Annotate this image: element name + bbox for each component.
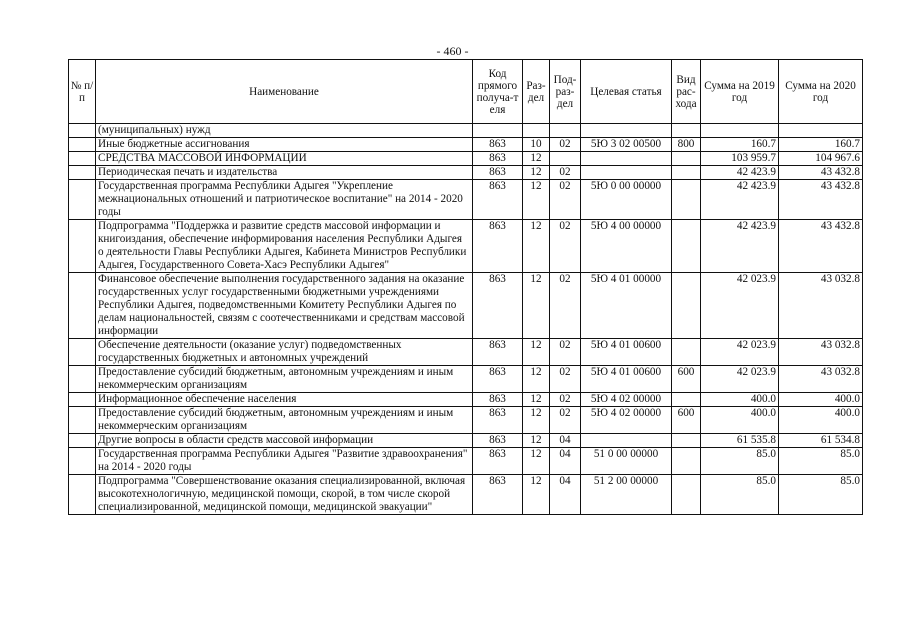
- cell-num: [69, 180, 96, 220]
- cell-subsection: 02: [550, 407, 581, 434]
- cell-subsection: [550, 152, 581, 166]
- header-code: Код прямого получа-т еля: [473, 60, 523, 124]
- cell-name: Государственная программа Республики Адыгея "Укрепление межнациональных отношений и патриотическое воспитание" на 2014 - 2020 годы: [96, 180, 473, 220]
- table-row: [69, 448, 863, 475]
- header-name: Наименование: [96, 60, 473, 124]
- cell-num: [69, 124, 96, 138]
- cell-expense-type: 600: [672, 366, 701, 393]
- table-row: [69, 152, 863, 166]
- cell-expense-type: [672, 180, 701, 220]
- cell-sum-2020: 85.0: [779, 448, 863, 475]
- cell-num: [69, 448, 96, 475]
- cell-sum-2020: 85.0: [779, 475, 863, 515]
- cell-sum-2019: 42 023.9: [701, 339, 779, 366]
- cell-sum-2019: 160.7: [701, 138, 779, 152]
- cell-sum-2020: 43 032.8: [779, 273, 863, 339]
- cell-sum-2019: 42 423.9: [701, 166, 779, 180]
- cell-sum-2020: 400.0: [779, 407, 863, 434]
- cell-name: Предоставление субсидий бюджетным, автономным учреждениям и иным некоммерческим организациям: [96, 366, 473, 393]
- table-row: [69, 393, 863, 407]
- header-target: Целевая статья: [581, 60, 672, 124]
- header-section: Раз-дел: [523, 60, 550, 124]
- cell-section: 12: [523, 475, 550, 515]
- cell-num: [69, 152, 96, 166]
- cell-subsection: 02: [550, 220, 581, 273]
- cell-num: [69, 475, 96, 515]
- cell-sum-2019: 42 423.9: [701, 180, 779, 220]
- cell-subsection: 02: [550, 339, 581, 366]
- cell-subsection: 04: [550, 434, 581, 448]
- cell-expense-type: [672, 434, 701, 448]
- cell-code: 863: [473, 339, 523, 366]
- cell-target: 51 0 00 00000: [581, 448, 672, 475]
- cell-sum-2020: 160.7: [779, 138, 863, 152]
- cell-num: [69, 166, 96, 180]
- cell-subsection: 04: [550, 475, 581, 515]
- cell-sum-2020: 43 432.8: [779, 180, 863, 220]
- cell-subsection: 02: [550, 393, 581, 407]
- cell-name: Другие вопросы в области средств массовой информации: [96, 434, 473, 448]
- table-row: [69, 138, 863, 152]
- table-row: [69, 475, 863, 515]
- cell-expense-type: 800: [672, 138, 701, 152]
- cell-num: [69, 434, 96, 448]
- cell-target: 5Ю 4 01 00000: [581, 273, 672, 339]
- cell-sum-2019: 85.0: [701, 448, 779, 475]
- cell-name: Информационное обеспечение населения: [96, 393, 473, 407]
- cell-sum-2019: 42 423.9: [701, 220, 779, 273]
- cell-expense-type: [672, 152, 701, 166]
- cell-section: 12: [523, 339, 550, 366]
- cell-section: 12: [523, 366, 550, 393]
- table-row: [69, 366, 863, 393]
- cell-code: 863: [473, 475, 523, 515]
- cell-subsection: 02: [550, 138, 581, 152]
- cell-name: (муниципальных) нужд: [96, 124, 473, 138]
- cell-code: 863: [473, 366, 523, 393]
- cell-name: Периодическая печать и издательства: [96, 166, 473, 180]
- cell-num: [69, 339, 96, 366]
- cell-sum-2019: 61 535.8: [701, 434, 779, 448]
- cell-expense-type: [672, 124, 701, 138]
- table-row: [69, 124, 863, 138]
- cell-section: 10: [523, 138, 550, 152]
- cell-sum-2020: 43 432.8: [779, 220, 863, 273]
- cell-subsection: 04: [550, 448, 581, 475]
- table-row: [69, 434, 863, 448]
- cell-target: 5Ю 0 00 00000: [581, 180, 672, 220]
- cell-subsection: 02: [550, 166, 581, 180]
- cell-sum-2020: 43 432.8: [779, 166, 863, 180]
- cell-sum-2020: [779, 124, 863, 138]
- cell-sum-2020: 400.0: [779, 393, 863, 407]
- cell-code: 863: [473, 393, 523, 407]
- cell-sum-2019: 42 023.9: [701, 273, 779, 339]
- table-row: [69, 220, 863, 273]
- cell-sum-2020: 104 967.6: [779, 152, 863, 166]
- cell-target: [581, 124, 672, 138]
- cell-section: [523, 124, 550, 138]
- table-row: [69, 166, 863, 180]
- cell-target: 5Ю 3 02 00500: [581, 138, 672, 152]
- cell-target: [581, 166, 672, 180]
- cell-subsection: 02: [550, 180, 581, 220]
- cell-sum-2019: 85.0: [701, 475, 779, 515]
- cell-section: 12: [523, 434, 550, 448]
- cell-subsection: [550, 124, 581, 138]
- cell-num: [69, 138, 96, 152]
- cell-name: Предоставление субсидий бюджетным, автономным учреждениям и иным некоммерческим организациям: [96, 407, 473, 434]
- cell-expense-type: [672, 339, 701, 366]
- cell-name: Финансовое обеспечение выполнения государственного задания на оказание государственных услуг государственными бюджетными учреждениями Республики Адыгея, подведомственными Комитету Республики Адыгея по делам национальностей, связям с соотечественниками и средствам массовой информации: [96, 273, 473, 339]
- page-number: - 460 -: [436, 44, 469, 58]
- cell-code: 863: [473, 138, 523, 152]
- cell-section: 12: [523, 448, 550, 475]
- cell-target: 5Ю 4 02 00000: [581, 393, 672, 407]
- cell-target: 5Ю 4 00 00000: [581, 220, 672, 273]
- cell-code: 863: [473, 407, 523, 434]
- header-expense-type: Вид рас-хода: [672, 60, 701, 124]
- cell-section: 12: [523, 152, 550, 166]
- table-body: [69, 124, 863, 515]
- cell-num: [69, 393, 96, 407]
- cell-name: Обеспечение деятельности (оказание услуг) подведомственных государственных бюджетных и автономных учреждений: [96, 339, 473, 366]
- cell-code: 863: [473, 220, 523, 273]
- cell-num: [69, 220, 96, 273]
- cell-sum-2019: 400.0: [701, 393, 779, 407]
- cell-sum-2019: 400.0: [701, 407, 779, 434]
- cell-name: Иные бюджетные ассигнования: [96, 138, 473, 152]
- cell-sum-2019: 42 023.9: [701, 366, 779, 393]
- cell-subsection: 02: [550, 366, 581, 393]
- cell-expense-type: [672, 448, 701, 475]
- cell-section: 12: [523, 393, 550, 407]
- table-row: [69, 407, 863, 434]
- cell-target: [581, 152, 672, 166]
- cell-target: 5Ю 4 02 00000: [581, 407, 672, 434]
- cell-num: [69, 273, 96, 339]
- cell-code: 863: [473, 180, 523, 220]
- header-subsection: Под-раз-дел: [550, 60, 581, 124]
- cell-target: [581, 434, 672, 448]
- cell-sum-2020: 61 534.8: [779, 434, 863, 448]
- cell-target: 5Ю 4 01 00600: [581, 339, 672, 366]
- cell-expense-type: 600: [672, 407, 701, 434]
- cell-sum-2020: 43 032.8: [779, 366, 863, 393]
- cell-target: 5Ю 4 01 00600: [581, 366, 672, 393]
- cell-code: 863: [473, 273, 523, 339]
- cell-code: 863: [473, 448, 523, 475]
- cell-code: 863: [473, 166, 523, 180]
- cell-name: Подпрограмма "Поддержка и развитие средств массовой информации и книгоиздания, обеспечение информирования населения Республики Адыгея о деятельности Главы Республики Адыгея, Кабинета Министров Республики Адыгея, Государственного Совета-Хасэ Республики Адыгея": [96, 220, 473, 273]
- cell-section: 12: [523, 220, 550, 273]
- cell-num: [69, 366, 96, 393]
- cell-section: 12: [523, 166, 550, 180]
- cell-expense-type: [672, 220, 701, 273]
- cell-expense-type: [672, 475, 701, 515]
- cell-sum-2019: [701, 124, 779, 138]
- header-sum-2020: Сумма на 2020 год: [779, 60, 863, 124]
- cell-section: 12: [523, 407, 550, 434]
- table-row: [69, 339, 863, 366]
- budget-table: [68, 59, 863, 515]
- cell-sum-2019: 103 959.7: [701, 152, 779, 166]
- cell-code: 863: [473, 152, 523, 166]
- cell-section: 12: [523, 273, 550, 339]
- cell-code: 863: [473, 434, 523, 448]
- cell-sum-2020: 43 032.8: [779, 339, 863, 366]
- table-row: [69, 273, 863, 339]
- header-row: [69, 60, 863, 124]
- cell-expense-type: [672, 166, 701, 180]
- cell-expense-type: [672, 273, 701, 339]
- table-row: [69, 180, 863, 220]
- cell-code: [473, 124, 523, 138]
- header-num: № п/п: [69, 60, 96, 124]
- cell-subsection: 02: [550, 273, 581, 339]
- cell-num: [69, 407, 96, 434]
- cell-expense-type: [672, 393, 701, 407]
- cell-target: 51 2 00 00000: [581, 475, 672, 515]
- header-sum-2019: Сумма на 2019 год: [701, 60, 779, 124]
- cell-name: СРЕДСТВА МАССОВОЙ ИНФОРМАЦИИ: [96, 152, 473, 166]
- cell-section: 12: [523, 180, 550, 220]
- cell-name: Подпрограмма "Совершенствование оказания специализированной, включая высокотехнологичную, медицинской помощи, скорой, в том числе скорой специализированной, медицинской помощи, медицинской эвакуации": [96, 475, 473, 515]
- cell-name: Государственная программа Республики Адыгея "Развитие здравоохранения" на 2014 - 2020 годы: [96, 448, 473, 475]
